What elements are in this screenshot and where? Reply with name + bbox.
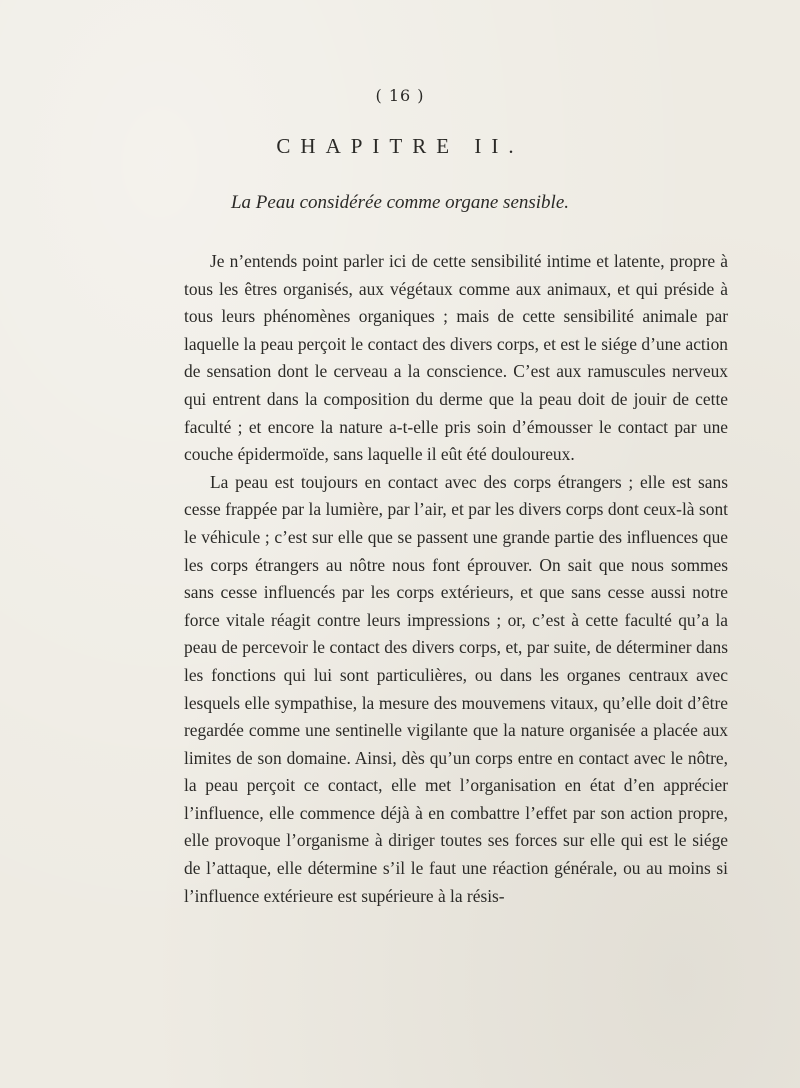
paragraph-2: La peau est toujours en contact avec des corps étrangers ; elle est sans cesse frappée par la lumière, par l’air, et par les divers corps dont ceux-là sont le véhicule ; c’est sur elle que se passent une grande partie des influences que les corps étrangers au nôtre nous font éprouver. On sait que nous sommes sans cesse influencés par les corps extérieurs, et que sans cesse aussi notre force vitale réagit contre leurs impressions ; or, c’est à cette faculté qu’a la peau de percevoir le contact des divers corps, et, par suite, de déterminer dans les fonctions qui lui sont particulières, ou dans les organes centraux avec lesquels elle sympathise, la mesure des mouvemens vitaux, qu’elle doit d’être regardée comme une sentinelle vigilante que la nature organisée a placée aux limites de son domaine. Ainsi, dès qu’un corps entre en contact avec le nôtre, la peau perçoit ce contact, elle met l’organisation en état d’en apprécier l’influence, elle commence déjà à en combattre l’effet par son action propre, elle provoque l’organisme à diriger toutes ses forces sur elle qui est le siége de l’attaque, elle détermine s’il le faut une réaction générale, ou au moins si l’influence extérieure est supérieure à la résis- [184, 471, 728, 906]
chapter-heading: CHAPITRE II. [276, 134, 524, 158]
page-number: ( 16 ) [375, 86, 425, 105]
paragraph-1: Je n’entends point parler ici de cette sensibilité intime et latente, propre à tous les êtres organisés, aux végétaux comme aux animaux, et qui préside à tous leurs phénomènes organiques ; mais de cette sensibilité animale par laquelle la peau perçoit le contact des divers corps, et est le siége d’une action de sensation dont le cerveau a la conscience. C’est aux ramuscules nerveux qui entrent dans la composition du derme que la peau doit de jouir de cette faculté ; et encore la nature a-t-elle pris soin d’émousser le contact par une couche épidermoïde, sans laquelle il eût été douloureux. [184, 251, 728, 465]
chapter-title: La Peau considérée comme organe sensible. [230, 192, 570, 213]
body-text [184, 248, 728, 910]
